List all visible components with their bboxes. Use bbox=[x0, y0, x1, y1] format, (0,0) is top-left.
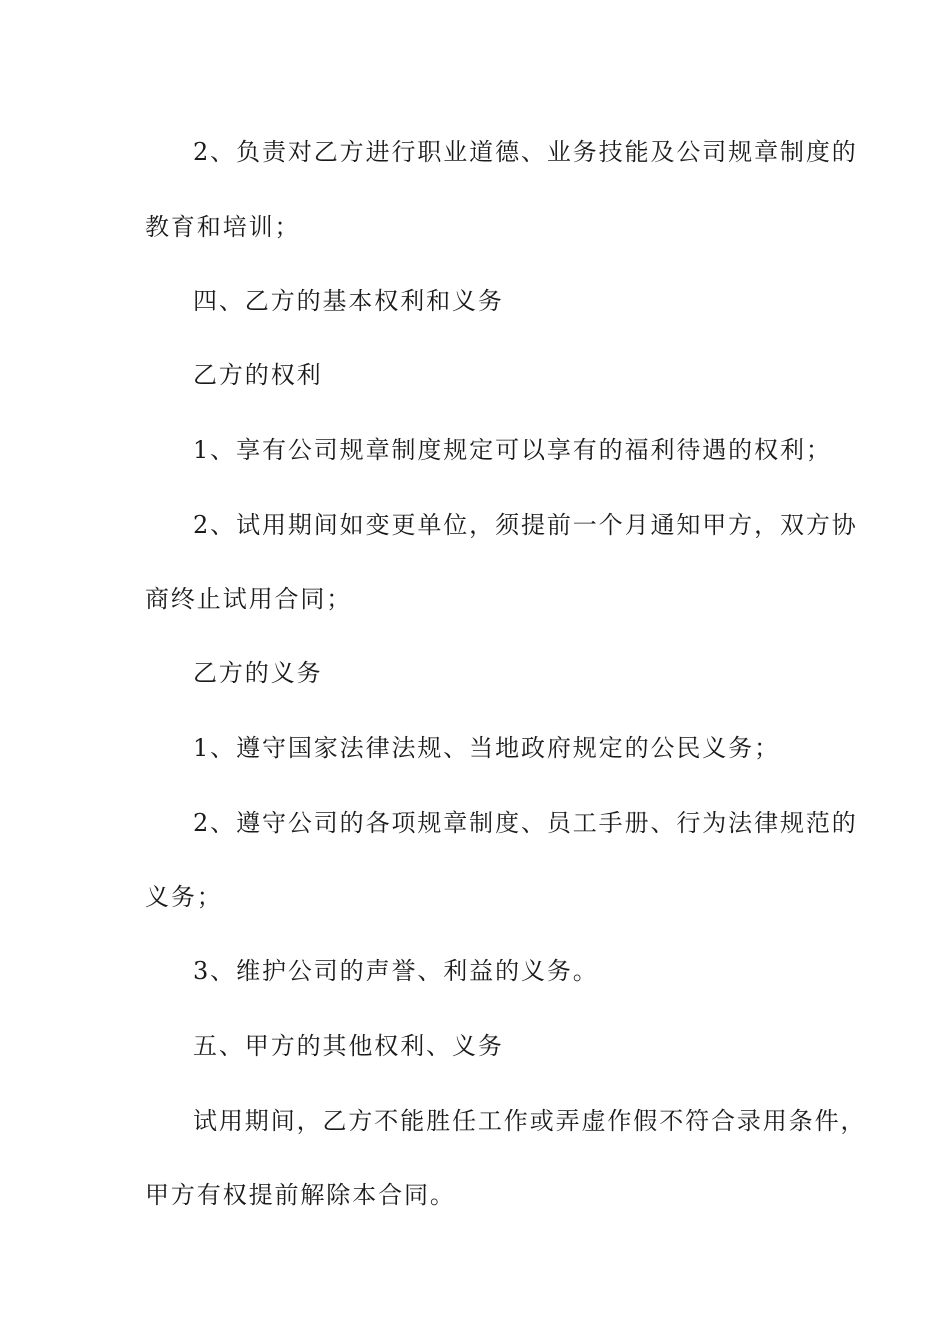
paragraph-line: 商终止试用合同； bbox=[145, 585, 353, 613]
subheading: 乙方的义务 bbox=[193, 659, 323, 687]
paragraph-line: 教育和培训； bbox=[145, 213, 301, 241]
paragraph-line: 义务； bbox=[145, 883, 223, 911]
subheading: 乙方的权利 bbox=[193, 361, 323, 389]
paragraph-line: 试用期间，乙方不能胜任工作或弄虚作假不符合录用条件， bbox=[193, 1107, 867, 1135]
paragraph-line: 2、遵守公司的各项规章制度、员工手册、行为法律规范的 bbox=[193, 809, 858, 837]
paragraph-line: 1、享有公司规章制度规定可以享有的福利待遇的权利； bbox=[193, 436, 832, 464]
section-heading: 四、乙方的基本权利和义务 bbox=[193, 287, 504, 315]
paragraph-line: 2、负责对乙方进行职业道德、业务技能及公司规章制度的 bbox=[193, 138, 858, 166]
paragraph-line: 3、维护公司的声誉、利益的义务。 bbox=[193, 957, 599, 985]
paragraph-line: 2、试用期间如变更单位，须提前一个月通知甲方，双方协 bbox=[193, 511, 858, 539]
section-heading: 五、甲方的其他权利、义务 bbox=[193, 1032, 504, 1060]
paragraph-line: 甲方有权提前解除本合同。 bbox=[145, 1181, 456, 1209]
paragraph-line: 1、遵守国家法律法规、当地政府规定的公民义务； bbox=[193, 734, 780, 762]
